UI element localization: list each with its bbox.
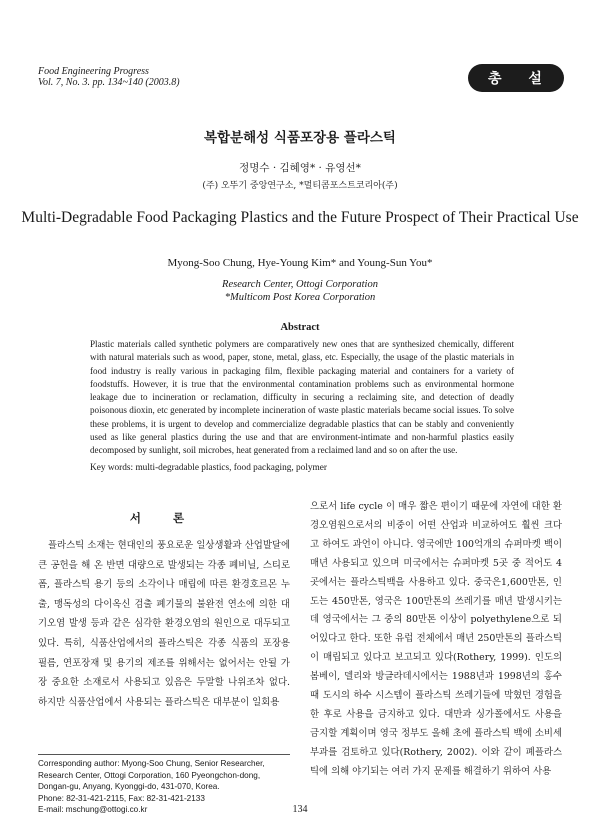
abstract-body: Plastic materials called synthetic polymers are comparatively new ones that are synthesized chemically, different with natural materials such as wood, paper, stone, metal, glass, etc. Especially, the usage of the plastic materials in food industry is really various in packaging film, flexible packaging material and containers for a variety of foodstuffs. However, it is true that the environmental contamination problems such as environmental hormone leakage due to incineration or reclamation, difficulty in securing a reclaiming site, and detection of deadly poisonous dioxin, etc generated by incomplete incineration of waste plastic materials became social issues. To solve these problems, it is urgent to develop and commercialize degradable plastics that can be stably and conveniently used as like general plastics during the use and that are environment-intimate and non-harmful plastics easily decomposed by sunlight, soil microbes, heat generated from a reclaimed land and so on after the use. <box>90 339 514 456</box>
footnote-divider <box>38 754 290 755</box>
korean-affiliation: (주) 오뚜기 중앙연구소, *멀티콤포스트코리아(주) <box>202 181 398 191</box>
body-text-left-column: 플라스틱 소재는 현대인의 풍요로운 일상생활과 산업발달에 큰 공헌을 해 온 반면 대량으로 발생되는 각종 폐비닐, 스티로폼, 플라스틱 용기 등의 소각이나 매립에 따른 환경호르몬 누출, 맹독성의 다이옥신 검출 폐기물의 불완전 연소에 의한 대기오염 발생 등과 같은 심각한 환경오염의 원인으로 대두되고 있다. 특히, 식품산업에서의 플라스틱은 각종 식품의 포장용 필름, 연포장재 및 용기의 제조를 위해서는 없어서는 안될 가장 중요한 소재로서 사용되고 있음은 두말할 나위조차 없다. 하지만 식품산업에서 사용되는 플라스틱은 대부분이 일회용 <box>38 540 290 708</box>
english-title: Multi-Degradable Food Packaging Plastics and the Future Prospect of Their Practical Use <box>21 209 579 226</box>
journal-citation: Vol. 7, No. 3. pp. 134~140 (2003.8) <box>38 77 180 88</box>
journal-header <box>38 66 180 88</box>
korean-title: 복합분해성 식품포장용 플라스틱 <box>204 130 396 146</box>
footnote-line: E-mail: mschung@ottogi.co.kr <box>38 805 148 814</box>
footnote-line: Corresponding author: Myong-Soo Chung, Senior Researcher, <box>38 759 265 768</box>
article-type-label: 총 설 <box>488 71 544 87</box>
english-affiliations <box>0 278 600 304</box>
abstract-heading: Abstract <box>280 322 320 333</box>
footnote-line: Phone: 82-31-421-2115, Fax: 82-31-421-2133 <box>38 793 205 803</box>
korean-authors: 정명수 · 김혜영* · 유영선* <box>239 162 361 174</box>
article-type-badge <box>468 64 564 92</box>
affiliation-line: Research Center, Ottogi Corporation <box>222 279 378 290</box>
affiliation-line: *Multicom Post Korea Corporation <box>224 292 376 303</box>
keywords: Key words: multi-degradable plastics, food packaging, polymer <box>90 463 328 473</box>
footnote-line: Dongan-gu, Anyang, Kyonggi-do, 431-070, Korea. <box>38 782 220 791</box>
page-number: 134 <box>292 804 308 815</box>
footnote-line: Research Center, Ottogi Corporation, 160 Pyeongchon-dong, <box>38 770 261 780</box>
english-authors: Myong-Soo Chung, Hye-Young Kim* and Young-Sun You* <box>167 257 433 269</box>
section-heading-introduction: 서 론 <box>129 511 199 525</box>
body-text-right-column: 으로서 life cycle 이 매우 짧은 편이기 때문에 자연에 대한 환경오염원으로서의 비중이 어떤 산업과 비교하여도 훨씬 크다고 하여도 과언이 아니다. 영국에만 100억개의 슈퍼마켓 백이 매년 사용되고 있으며 미국에서는 슈퍼마켓 5곳 중 적어도 4곳에서는 플라스틱백을 사용하고 있다. 중국은1,600만톤, 인도는 450만톤, 영국은 100만톤의 쓰레기를 매년 발생시키는데 영국에서는 그 중의 80만톤 이상이 polyethylene으로 되어있다고 한다. 또한 유럽 전체에서 매년 250만톤의 플라스틱이 매립되고 있다고 보고되고 있다(Rothery, 1999). 인도의 봄베이, 델리와 방글라데시에서는 1988년과 1998년의 홍수 때 도시의 하수 시스템이 플라스틱 쓰레기들에 막혔던 경험을 한 후로 사용을 금지하고 있다. 대만과 싱가폴에서도 사용을 금지할 계획이며 영국 정부도 올해 초에 플라스틱 백에 소비세 부과를 검토하고 있다(Rothery, 2002). 이와 같이 폐플라스틱에 의해 야기되는 여러 가지 문제를 해결하기 위하여 사용 <box>310 501 562 777</box>
journal-name: Food Engineering Progress <box>38 66 149 77</box>
